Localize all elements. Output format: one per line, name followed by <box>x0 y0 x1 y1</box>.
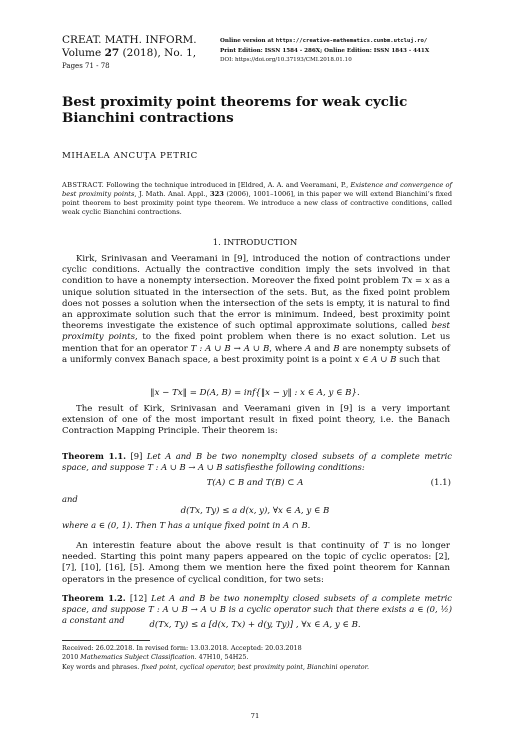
journal-volume: Volume 27 (2018), No. 1, <box>62 47 197 59</box>
intro-paragraph-2: The result of Kirk, Srinivasan and Veeramani given in [9] is a very important extension of one of the most important result in fixed point theory, i.e. the Banach Contraction Mapping Principle. Their theorem is: <box>62 404 450 437</box>
section-heading: 1. INTRODUCTION <box>212 238 298 248</box>
publication-info <box>220 37 490 66</box>
theorem-1-1-conclusion: where a ∈ (0, 1). Then T has a unique fixed point in A ∩ B. <box>62 520 311 530</box>
page-number: 71 <box>250 712 260 720</box>
contraction-equation: d(Tx, Ty) ≤ a d(x, y), ∀x ∈ A, y ∈ B <box>180 506 330 516</box>
received-dates: Received: 26.02.2018. In revised form: 13.03.2018. Accepted: 20.03.2018 <box>62 644 302 652</box>
footnote <box>62 644 452 672</box>
journal-pages: Pages 71 - 78 <box>62 62 110 70</box>
theorem-1-2: Theorem 1.2. [12] Let A and B be two nonemplty closed subsets of a complete metric space, and suppose T : A ∪ B → A ∪ B is a cyclic operator such that there exists a ∈ (0, ½) a constant and <box>62 593 452 626</box>
author-name: MIHAELA ANCUŢA PETRIC <box>62 151 198 161</box>
footnote-divider <box>62 640 150 641</box>
best-proximity-equation: ‖x − Tx‖ = D(A, B) = inf{‖x − y‖ : x ∈ A, y ∈ B}. <box>150 388 360 398</box>
online-url-link[interactable]: https://creative-mathematics.cunbm.utcluj.ro/ <box>275 38 428 44</box>
doi-line[interactable]: DOI: https://doi.org/10.37193/CMI.2018.01.10 <box>220 57 352 64</box>
theorem-and: and <box>62 494 78 504</box>
equation-number: (1.1) <box>430 478 451 488</box>
abstract: ABSTRACT. Following the technique introduced in [Eldred, A. A. and Veeramani, P., Existence and convergence of best proximity points, J. Math. Anal. Appl., 323 (2006), 1001–1006], in this paper we will extend Bianchini’s fixed point theorem to best proximity point type theorem. We introduce a new class of contractive conditions, called weak cyclic Bianchini contractions. <box>62 181 453 216</box>
paper-title: Best proximity point theorems for weak cyclic Bianchini contractions <box>62 94 408 126</box>
abstract-label: ABSTRACT. <box>62 181 105 189</box>
intro-paragraph-1: Kirk, Srinivasan and Veeramani in [9], introduced the notion of contractions under cyclic conditions. Actually the contractive condition imply the sets involved in that condition to have a nonempty intersection. Moreover the fixed point problem Tx = x as a unique solution situated in the intersection of the sets. But, as the fixed point problem does not posses a solution when the intersection of the sets is empty, it is natural to find an approximate solution such that the error is minimum. Indeed, best proximity point theorems investigate the existence of such optimal approximate solutions, called best proximity points, to the fixed point problem when there is no exact solution. Let us mention that for an operator T : A ∪ B → A ∪ B, where A and B are nonempty subsets of a uniformly convex Banach space, a best proximity point is a point x ∈ A ∪ B such that <box>62 254 450 365</box>
equation-1-1: T(A) ⊂ B and T(B) ⊂ A <box>206 478 304 488</box>
msc-classification: 2010 Mathematics Subject Classification. 47H10, 54H25. <box>62 653 249 662</box>
online-version: Online version at https://creative-mathematics.cunbm.utcluj.ro/ <box>220 38 428 44</box>
issn-line: Print Edition: ISSN 1584 - 286X; Online Edition: ISSN 1843 - 441X <box>220 47 430 54</box>
kannan-equation: d(Tx, Ty) ≤ a [d(x, Tx) + d(y, Ty)] , ∀x ∈ A, y ∈ B. <box>149 620 361 630</box>
keywords: Key words and phrases. fixed point, cyclical operator, best proximity point, Bianchini operator. <box>62 662 369 671</box>
journal-header <box>62 34 222 72</box>
theorem-1-1: Theorem 1.1. [9] Let A and B be two nonemplty closed subsets of a complete metric space, and suppose T : A ∪ B → A ∪ B satisfiesthe following conditions: <box>62 451 452 473</box>
journal-name: CREAT. MATH. INFORM. <box>62 34 197 46</box>
intro-paragraph-3: An interestin feature about the above result is that continuity of T is no longer needed. Starting this point many papers appeared on the topic of cyclic operatos: [2], [7], [10], [16], [5]. Among them we mention here the fixed point theorem for Kannan operators in the presence of cyclical condition, for two sets: <box>62 541 450 585</box>
